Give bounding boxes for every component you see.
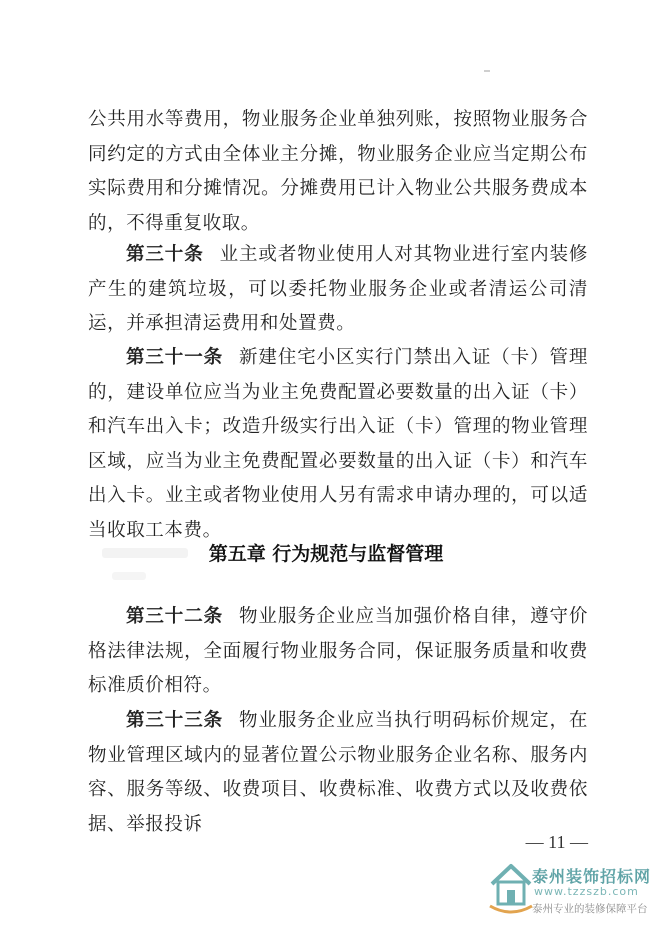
article-text: 业主或者物业使用人对其物业进行室内装修产生的建筑垃圾，可以委托物业服务企业或者清运公司清运，并承担清运费用和处置费。 (88, 244, 588, 334)
watermark-title: 泰州装饰招标网 (532, 867, 652, 886)
article-30 (88, 238, 588, 342)
article-32 (88, 600, 588, 704)
watermark-url: www.tzzszb.com (534, 885, 639, 898)
paragraph-text: 公共用水等费用，物业服务企业单独列账，按照物业服务合同约定的方式由全体业主分摊，物业服务企业应当定期公布实际费用和分摊情况。分摊费用已计入物业公共服务费成本的，不得重复收取。 (88, 109, 588, 234)
article-text: 物业服务企业应当加强价格自律，遵守价格法律法规，全面履行物业服务合同，保证服务质量和收费标准质价相符。 (88, 606, 588, 696)
article-text: 新建住宅小区实行门禁出入证（卡）管理的，建设单位应当为业主免费配置必要数量的出入证（卡）和汽车出入卡；改造升级实行出入证（卡）管理的物业管理区域，应当为业主免费配置必要数量的出入证（卡）和汽车出入卡。业主或者物业使用人另有需求申请办理的，可以适当收取工本费。 (88, 347, 588, 541)
page-number: — 11 — (525, 832, 588, 852)
paragraph-continuation (88, 103, 588, 241)
article-31 (88, 341, 588, 548)
watermark (488, 858, 652, 920)
house-logo-icon (488, 860, 534, 916)
article-number: 第三十二条 (126, 606, 224, 627)
article-text: 物业服务企业应当执行明码标价规定，在物业管理区域内的显著位置公示物业服务企业名称、服务内容、服务等级、收费项目、收费标准、收费方式以及收费依据、举报投诉 (88, 710, 588, 835)
watermark-subtitle: 泰州专业的装修保障平台 (532, 903, 648, 915)
chapter-title: 第五章 行为规范与监督管理 (208, 543, 444, 565)
article-number: 第三十一条 (126, 347, 224, 368)
article-number: 第三十条 (126, 244, 204, 265)
scan-mark (484, 70, 490, 72)
article-number: 第三十三条 (126, 710, 224, 731)
article-33 (88, 704, 588, 842)
faint-bleed-through (112, 572, 146, 580)
